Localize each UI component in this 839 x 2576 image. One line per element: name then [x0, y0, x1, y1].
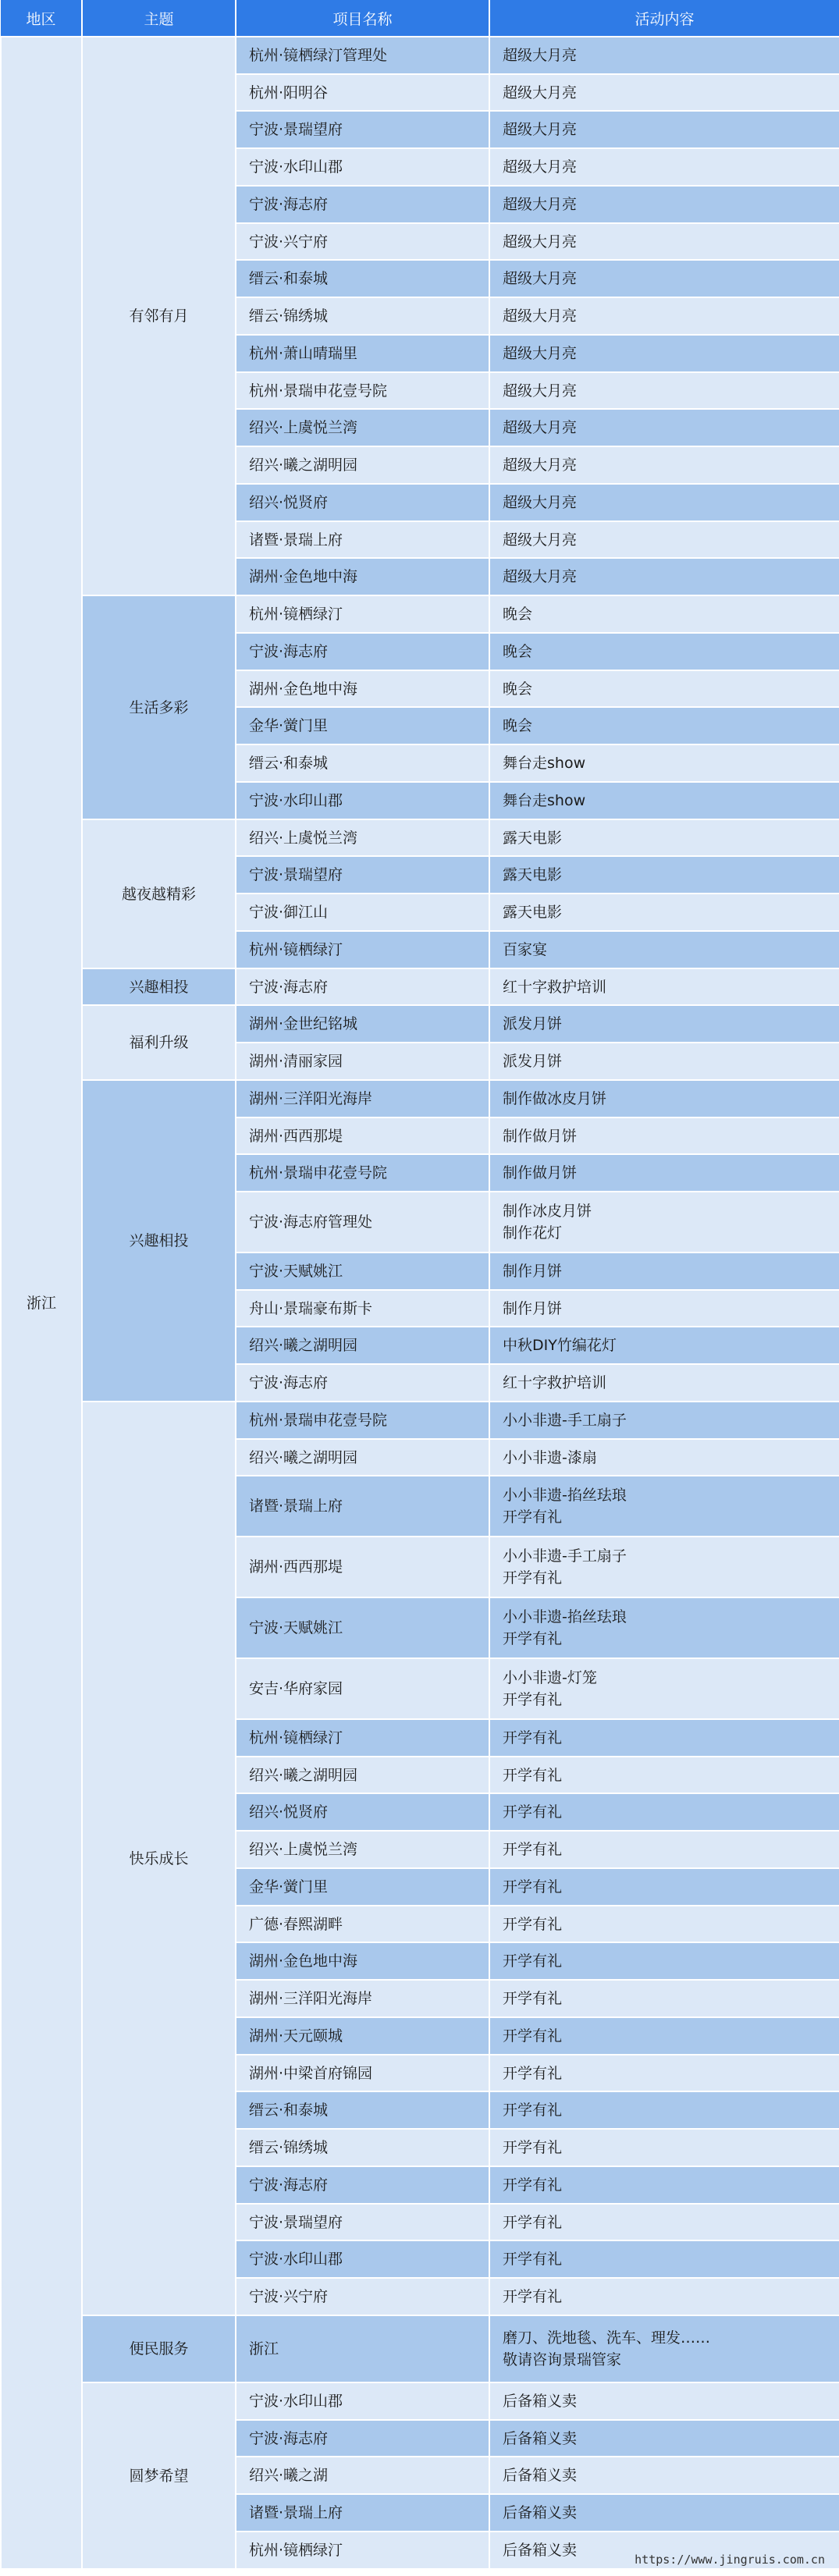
activity-cell: 制作做月饼: [489, 1117, 839, 1154]
activity-cell: 制作冰皮月饼 制作花灯: [489, 1192, 839, 1252]
project-cell: 湖州·中梁首府锦园: [236, 2055, 489, 2091]
theme-cell: 兴趣相投: [82, 1080, 236, 1402]
activity-cell: 开学有礼: [489, 2017, 839, 2055]
project-cell: 诸暨·景瑞上府: [236, 521, 489, 558]
activity-cell: 磨刀、洗地毯、洗车、理发…… 敬请咨询景瑞管家: [489, 2315, 839, 2382]
project-cell: 宁波·海志府: [236, 186, 489, 223]
header-activity: 活动内容: [489, 0, 839, 37]
project-cell: 杭州·阳明谷: [236, 74, 489, 111]
activity-cell: 小小非遗-手工扇子: [489, 1402, 839, 1439]
project-cell: 缙云·锦绣城: [236, 2129, 489, 2166]
activity-cell: 后备箱义卖: [489, 2382, 839, 2420]
activity-cell: 超级大月亮: [489, 260, 839, 297]
project-cell: 宁波·海志府: [236, 2166, 489, 2204]
project-cell: 绍兴·曦之湖明园: [236, 1439, 489, 1476]
activity-cell: 开学有礼: [489, 1719, 839, 1757]
project-cell: 杭州·镜栖绿汀: [236, 1719, 489, 1757]
activity-cell: 开学有礼: [489, 1757, 839, 1793]
activity-cell: 晚会: [489, 595, 839, 633]
activity-cell: 超级大月亮: [489, 409, 839, 446]
activity-cell: 中秋DIY竹编花灯: [489, 1327, 839, 1364]
table-row: [1, 2315, 839, 2382]
theme-cell: 福利升级: [82, 1005, 236, 1080]
table-row: [1, 968, 839, 1005]
activity-cell: 后备箱义卖: [489, 2532, 839, 2569]
project-cell: 宁波·景瑞望府: [236, 111, 489, 148]
project-cell: 湖州·金世纪铭城: [236, 1005, 489, 1043]
activity-cell: 后备箱义卖: [489, 2457, 839, 2494]
activity-cell: 超级大月亮: [489, 335, 839, 372]
activity-cell: 开学有礼: [489, 2129, 839, 2166]
table-row: [1, 37, 839, 74]
project-cell: 宁波·水印山郡: [236, 2240, 489, 2278]
project-cell: 宁波·海志府: [236, 968, 489, 1005]
project-cell: 湖州·金色地中海: [236, 670, 489, 707]
activity-cell: 制作月饼: [489, 1290, 839, 1327]
header-theme: 主题: [82, 0, 236, 37]
project-cell: 宁波·水印山郡: [236, 148, 489, 186]
project-cell: 宁波·海志府管理处: [236, 1192, 489, 1252]
activity-cell: 开学有礼: [489, 2278, 839, 2315]
project-cell: 缙云·和泰城: [236, 260, 489, 297]
project-cell: 绍兴·曦之湖: [236, 2457, 489, 2494]
activity-cell: 露天电影: [489, 856, 839, 894]
project-cell: 杭州·景瑞申花壹号院: [236, 372, 489, 409]
activity-cell: 开学有礼: [489, 1942, 839, 1980]
theme-cell: 兴趣相投: [82, 968, 236, 1005]
project-cell: 绍兴·曦之湖明园: [236, 1327, 489, 1364]
table-row: [1, 2382, 839, 2420]
project-cell: 杭州·镜栖绿汀: [236, 2532, 489, 2569]
theme-cell: 生活多彩: [82, 595, 236, 819]
project-cell: 绍兴·曦之湖明园: [236, 1757, 489, 1793]
project-cell: 杭州·景瑞申花壹号院: [236, 1402, 489, 1439]
activity-cell: 小小非遗-手工扇子 开学有礼: [489, 1537, 839, 1597]
activity-cell: 超级大月亮: [489, 484, 839, 521]
table-row: [1, 1005, 839, 1043]
activity-cell: 派发月饼: [489, 1005, 839, 1043]
activity-cell: 超级大月亮: [489, 223, 839, 260]
activity-cell: 开学有礼: [489, 1906, 839, 1942]
theme-cell: 越夜越精彩: [82, 819, 236, 968]
region-cell: 浙江: [1, 37, 82, 2569]
activity-cell: 超级大月亮: [489, 297, 839, 335]
project-cell: 杭州·镜栖绿汀: [236, 931, 489, 968]
activity-cell: 超级大月亮: [489, 186, 839, 223]
project-cell: 宁波·御江山: [236, 894, 489, 931]
project-cell: 宁波·景瑞望府: [236, 2204, 489, 2240]
activity-cell: 开学有礼: [489, 2204, 839, 2240]
project-cell: 金华·黉门里: [236, 707, 489, 744]
project-cell: 宁波·景瑞望府: [236, 856, 489, 894]
project-cell: 湖州·天元颐城: [236, 2017, 489, 2055]
project-cell: 湖州·金色地中海: [236, 558, 489, 595]
table-row: [1, 1080, 839, 1117]
project-cell: 广德·春熙湖畔: [236, 1906, 489, 1942]
activity-cell: 超级大月亮: [489, 521, 839, 558]
project-cell: 杭州·景瑞申花壹号院: [236, 1154, 489, 1192]
activity-cell: 露天电影: [489, 819, 839, 856]
project-cell: 宁波·水印山郡: [236, 2382, 489, 2420]
project-cell: 浙江: [236, 2315, 489, 2382]
watermark: https://www.jingruis.com.cn: [635, 2553, 825, 2567]
activity-cell: 超级大月亮: [489, 148, 839, 186]
header-project: 项目名称: [236, 0, 489, 37]
activity-cell: 开学有礼: [489, 2091, 839, 2129]
theme-cell: 圆梦希望: [82, 2382, 236, 2569]
project-cell: 宁波·兴宁府: [236, 2278, 489, 2315]
project-cell: 诸暨·景瑞上府: [236, 2494, 489, 2532]
table-header-row: [1, 0, 839, 37]
activity-cell: 小小非遗-掐丝珐琅 开学有礼: [489, 1597, 839, 1658]
activity-cell: 晚会: [489, 670, 839, 707]
theme-cell: 便民服务: [82, 2315, 236, 2382]
project-cell: 杭州·萧山晴瑞里: [236, 335, 489, 372]
project-cell: 湖州·清丽家园: [236, 1043, 489, 1080]
table-row: [1, 1402, 839, 1439]
project-cell: 杭州·镜栖绿汀: [236, 595, 489, 633]
project-cell: 缙云·和泰城: [236, 744, 489, 782]
activity-cell: 红十字救护培训: [489, 1364, 839, 1402]
activity-cell: 后备箱义卖: [489, 2494, 839, 2532]
activity-cell: 制作做月饼: [489, 1154, 839, 1192]
activity-cell: 开学有礼: [489, 1831, 839, 1868]
activity-cell: 开学有礼: [489, 2166, 839, 2204]
activity-cell: 开学有礼: [489, 2240, 839, 2278]
project-cell: 宁波·海志府: [236, 2420, 489, 2457]
project-cell: 湖州·三洋阳光海岸: [236, 1080, 489, 1117]
project-cell: 绍兴·悦贤府: [236, 1793, 489, 1831]
activity-cell: 百家宴: [489, 931, 839, 968]
activity-cell: 晚会: [489, 633, 839, 670]
project-cell: 绍兴·曦之湖明园: [236, 446, 489, 484]
project-cell: 湖州·三洋阳光海岸: [236, 1980, 489, 2017]
theme-cell: 有邻有月: [82, 37, 236, 595]
project-cell: 绍兴·上虞悦兰湾: [236, 1831, 489, 1868]
activity-cell: 开学有礼: [489, 1980, 839, 2017]
activity-cell: 超级大月亮: [489, 372, 839, 409]
activity-cell: 晚会: [489, 707, 839, 744]
table-body: [1, 37, 839, 2569]
activity-cell: 开学有礼: [489, 2055, 839, 2091]
project-cell: 宁波·海志府: [236, 633, 489, 670]
header-region: 地区: [1, 0, 82, 37]
project-cell: 宁波·兴宁府: [236, 223, 489, 260]
activity-cell: 小小非遗-掐丝珐琅 开学有礼: [489, 1476, 839, 1537]
project-cell: 金华·黉门里: [236, 1868, 489, 1906]
project-cell: 绍兴·悦贤府: [236, 484, 489, 521]
activity-cell: 制作做冰皮月饼: [489, 1080, 839, 1117]
project-cell: 缙云·和泰城: [236, 2091, 489, 2129]
activity-cell: 派发月饼: [489, 1043, 839, 1080]
project-cell: 宁波·天赋姚江: [236, 1597, 489, 1658]
theme-cell: 快乐成长: [82, 1402, 236, 2315]
project-cell: 宁波·海志府: [236, 1364, 489, 1402]
activity-cell: 舞台走show: [489, 782, 839, 819]
activity-cell: 红十字救护培训: [489, 968, 839, 1005]
project-cell: 诸暨·景瑞上府: [236, 1476, 489, 1537]
project-cell: 舟山·景瑞豪布斯卡: [236, 1290, 489, 1327]
activity-cell: 超级大月亮: [489, 37, 839, 74]
activity-cell: 开学有礼: [489, 1868, 839, 1906]
activity-cell: 开学有礼: [489, 1793, 839, 1831]
project-cell: 宁波·水印山郡: [236, 782, 489, 819]
project-cell: 绍兴·上虞悦兰湾: [236, 819, 489, 856]
activity-cell: 超级大月亮: [489, 446, 839, 484]
activity-cell: 小小非遗-漆扇: [489, 1439, 839, 1476]
project-cell: 杭州·镜栖绿汀管理处: [236, 37, 489, 74]
project-cell: 安吉·华府家园: [236, 1658, 489, 1719]
activity-cell: 超级大月亮: [489, 74, 839, 111]
project-cell: 湖州·金色地中海: [236, 1942, 489, 1980]
activity-cell: 超级大月亮: [489, 111, 839, 148]
activity-cell: 露天电影: [489, 894, 839, 931]
project-cell: 绍兴·上虞悦兰湾: [236, 409, 489, 446]
activity-cell: 小小非遗-灯笼 开学有礼: [489, 1658, 839, 1719]
activity-cell: 制作月饼: [489, 1252, 839, 1290]
project-cell: 宁波·天赋姚江: [236, 1252, 489, 1290]
project-cell: 湖州·西西那堤: [236, 1117, 489, 1154]
activity-cell: 后备箱义卖: [489, 2420, 839, 2457]
activity-cell: 舞台走show: [489, 744, 839, 782]
table-row: [1, 595, 839, 633]
project-cell: 缙云·锦绣城: [236, 297, 489, 335]
table-row: [1, 819, 839, 856]
activity-cell: 超级大月亮: [489, 558, 839, 595]
project-cell: 湖州·西西那堤: [236, 1537, 489, 1597]
